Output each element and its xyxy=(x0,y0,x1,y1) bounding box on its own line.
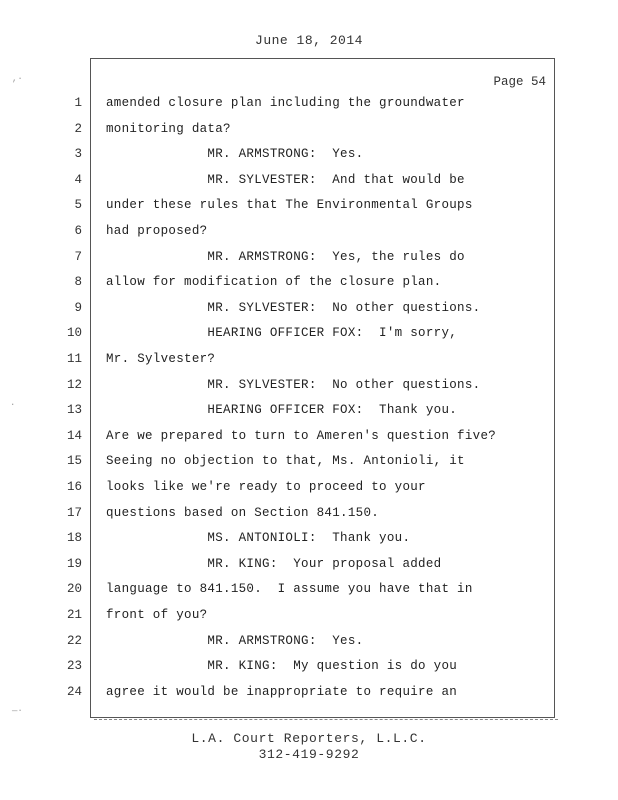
line-number: 4 xyxy=(74,172,82,187)
transcript-date: June 18, 2014 xyxy=(255,33,363,48)
line-text: under these rules that The Environmental Groups xyxy=(106,198,473,213)
line-number: 13 xyxy=(66,403,82,418)
line-text: HEARING OFFICER FOX: Thank you. xyxy=(106,403,458,418)
scan-mark: —· xyxy=(12,706,23,716)
line-number: 9 xyxy=(74,300,82,315)
line-number: 10 xyxy=(66,326,82,341)
line-number: 1 xyxy=(74,96,82,110)
line-number: 14 xyxy=(66,428,82,443)
line-text: MR. ARMSTRONG: Yes. xyxy=(106,633,364,648)
court-reporter-name: L.A. Court Reporters, L.L.C. xyxy=(191,731,427,746)
line-number: 6 xyxy=(74,224,82,238)
line-number: 24 xyxy=(66,684,82,699)
court-reporter-phone: 312-419-9292 xyxy=(258,747,360,762)
line-number: 17 xyxy=(66,505,82,520)
line-text: MR. SYLVESTER: And that would be xyxy=(106,172,465,187)
line-number: 23 xyxy=(66,659,82,674)
line-text: amended closure plan including the groundwater xyxy=(106,96,465,110)
line-text: Are we prepared to turn to Ameren's question five? xyxy=(106,428,497,443)
line-text: MR. SYLVESTER: No other questions. xyxy=(106,377,481,392)
line-text: MR. ARMSTRONG: Yes. xyxy=(106,147,364,162)
line-text: agree it would be inappropriate to require an xyxy=(106,684,458,699)
line-text: looks like we're ready to proceed to your xyxy=(106,480,426,494)
line-text: MR. SYLVESTER: No other questions. xyxy=(106,300,481,315)
scan-mark: · xyxy=(10,400,16,410)
page-number: Page 54 xyxy=(493,75,546,89)
line-number: 22 xyxy=(66,633,82,648)
line-number: 11 xyxy=(66,352,82,366)
line-text: questions based on Section 841.150. xyxy=(106,505,380,520)
line-number: 12 xyxy=(66,377,82,392)
line-number: 5 xyxy=(74,198,82,213)
line-number: 7 xyxy=(74,249,82,264)
line-number: 20 xyxy=(66,582,82,597)
line-text: monitoring data? xyxy=(106,121,231,136)
line-number: 16 xyxy=(66,480,82,494)
line-text: MS. ANTONIOLI: Thank you. xyxy=(106,531,411,546)
line-number: 18 xyxy=(66,531,82,546)
line-number: 19 xyxy=(66,556,82,571)
line-text: MR. KING: Your proposal added xyxy=(106,556,442,571)
line-text: HEARING OFFICER FOX: I'm sorry, xyxy=(106,326,458,341)
scan-mark: ,· xyxy=(12,74,23,84)
line-number: 2 xyxy=(74,121,82,136)
line-text: had proposed? xyxy=(106,224,208,238)
line-number: 15 xyxy=(66,454,82,469)
line-number: 8 xyxy=(74,275,82,290)
line-text: allow for modification of the closure plan. xyxy=(106,275,442,290)
line-text: MR. KING: My question is do you xyxy=(106,659,458,674)
line-text: Seeing no objection to that, Ms. Antonioli, it xyxy=(106,454,465,469)
line-text: language to 841.150. I assume you have that in xyxy=(106,582,473,597)
line-number: 21 xyxy=(66,608,82,622)
line-text: MR. ARMSTRONG: Yes, the rules do xyxy=(106,249,465,264)
line-text: front of you? xyxy=(106,608,208,622)
line-number: 3 xyxy=(74,147,82,162)
line-text: Mr. Sylvester? xyxy=(106,352,216,366)
